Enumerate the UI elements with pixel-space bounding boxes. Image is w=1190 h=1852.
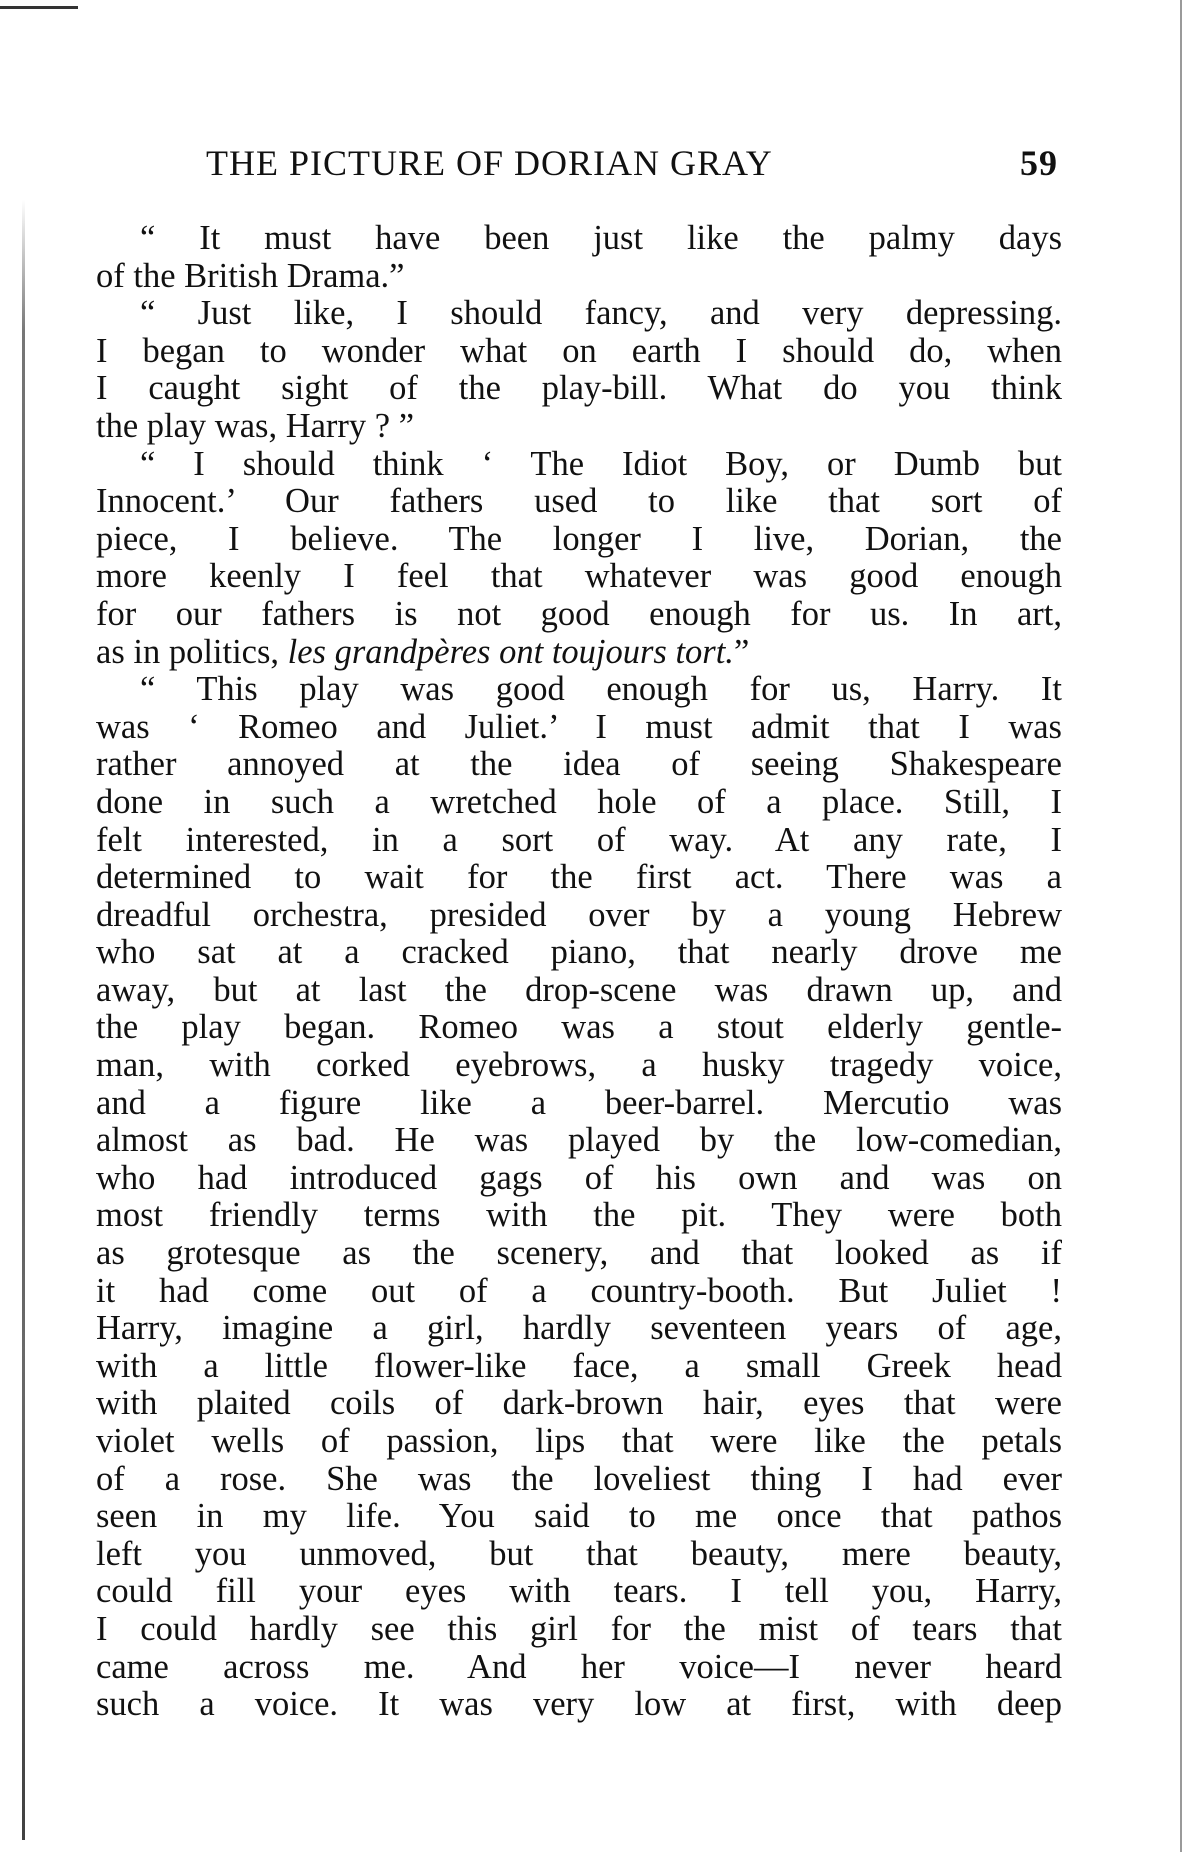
text-line: determined to wait for the first act. There was a	[96, 859, 1062, 897]
text-line: as grotesque as the scenery, and that looked as if	[96, 1235, 1062, 1273]
text-line: it had come out of a country-booth. But Juliet !	[96, 1272, 1062, 1310]
text-line: who had introduced gags of his own and was on	[96, 1159, 1062, 1197]
text-line: “ This play was good enough for us, Harry. It	[140, 671, 1062, 709]
text-line: “ I should think ‘ The Idiot Boy, or Dumb but	[140, 445, 1062, 483]
text-line: Harry, imagine a girl, hardly seventeen years of age,	[96, 1310, 1062, 1348]
text-line: with a little flower-like face, a small Greek head	[96, 1347, 1062, 1385]
text-line: I caught sight of the play-bill. What do you think	[96, 370, 1062, 408]
text-line: seen in my life. You said to me once that pathos	[96, 1498, 1062, 1536]
text-line: of the British Drama.”	[96, 257, 405, 295]
text-line: of a rose. She was the loveliest thing I had ever	[96, 1460, 1062, 1498]
text-line: left you unmoved, but that beauty, mere beauty,	[96, 1535, 1062, 1573]
body-text	[96, 220, 1062, 1724]
text-line: man, with corked eyebrows, a husky tragedy voice,	[96, 1047, 1062, 1085]
text-line: could fill your eyes with tears. I tell you, Harry,	[96, 1573, 1062, 1611]
text-line: almost as bad. He was played by the low-comedian,	[96, 1122, 1062, 1160]
text-line: most friendly terms with the pit. They were both	[96, 1197, 1062, 1235]
text-line: came across me. And her voice—I never heard	[96, 1648, 1062, 1686]
text-line: violet wells of passion, lips that were like the petals	[96, 1423, 1062, 1460]
text-line: was ‘ Romeo and Juliet.’ I must admit that I was	[96, 708, 1062, 746]
text-line: and a figure like a beer-barrel. Mercutio was	[96, 1084, 1062, 1122]
running-header	[206, 142, 1058, 192]
text-line: I began to wonder what on earth I should do, when	[96, 332, 1062, 370]
italic-phrase: les grandpères ont toujours tort.	[287, 633, 734, 671]
text-line: felt interested, in a sort of way. At any rate, I	[96, 821, 1062, 859]
text-line: done in such a wretched hole of a place. Still, I	[96, 783, 1062, 821]
text-line: the play began. Romeo was a stout elderly gentle-	[96, 1009, 1062, 1047]
text-line: “ Just like, I should fancy, and very depressing.	[140, 295, 1062, 333]
scan-artifact-top	[0, 6, 78, 9]
text-line: dreadful orchestra, presided over by a young Hebrew	[96, 896, 1062, 934]
text-line: more keenly I feel that whatever was good enough	[96, 558, 1062, 596]
text-line: rather annoyed at the idea of seeing Shakespeare	[96, 746, 1062, 784]
text-line: for our fathers is not good enough for us. In art,	[96, 595, 1062, 633]
page-right-edge	[1180, 0, 1182, 1852]
text-line: piece, I believe. The longer I live, Dorian, the	[96, 520, 1062, 558]
text-line: with plaited coils of dark-brown hair, eyes that were	[96, 1385, 1062, 1423]
text-line: Innocent.’ Our fathers used to like that sort of	[96, 483, 1062, 521]
page-number: 59	[1020, 143, 1058, 183]
text-line: I could hardly see this girl for the mist of tears that	[96, 1610, 1062, 1648]
page-binding-edge	[22, 200, 25, 1840]
running-title: THE PICTURE OF DORIAN GRAY	[206, 143, 773, 183]
closing-quote: ”	[733, 633, 750, 671]
text-line: who sat at a cracked piano, that nearly drove me	[96, 934, 1062, 972]
text-line-italic	[96, 634, 1062, 672]
line-start: as in politics,	[96, 633, 288, 671]
text-line: the play was, Harry ? ”	[96, 407, 415, 445]
text-line: such a voice. It was very low at first, with deep	[96, 1686, 1062, 1724]
text-line: away, but at last the drop-scene was drawn up, and	[96, 971, 1062, 1009]
text-line: “ It must have been just like the palmy days	[140, 220, 1062, 257]
